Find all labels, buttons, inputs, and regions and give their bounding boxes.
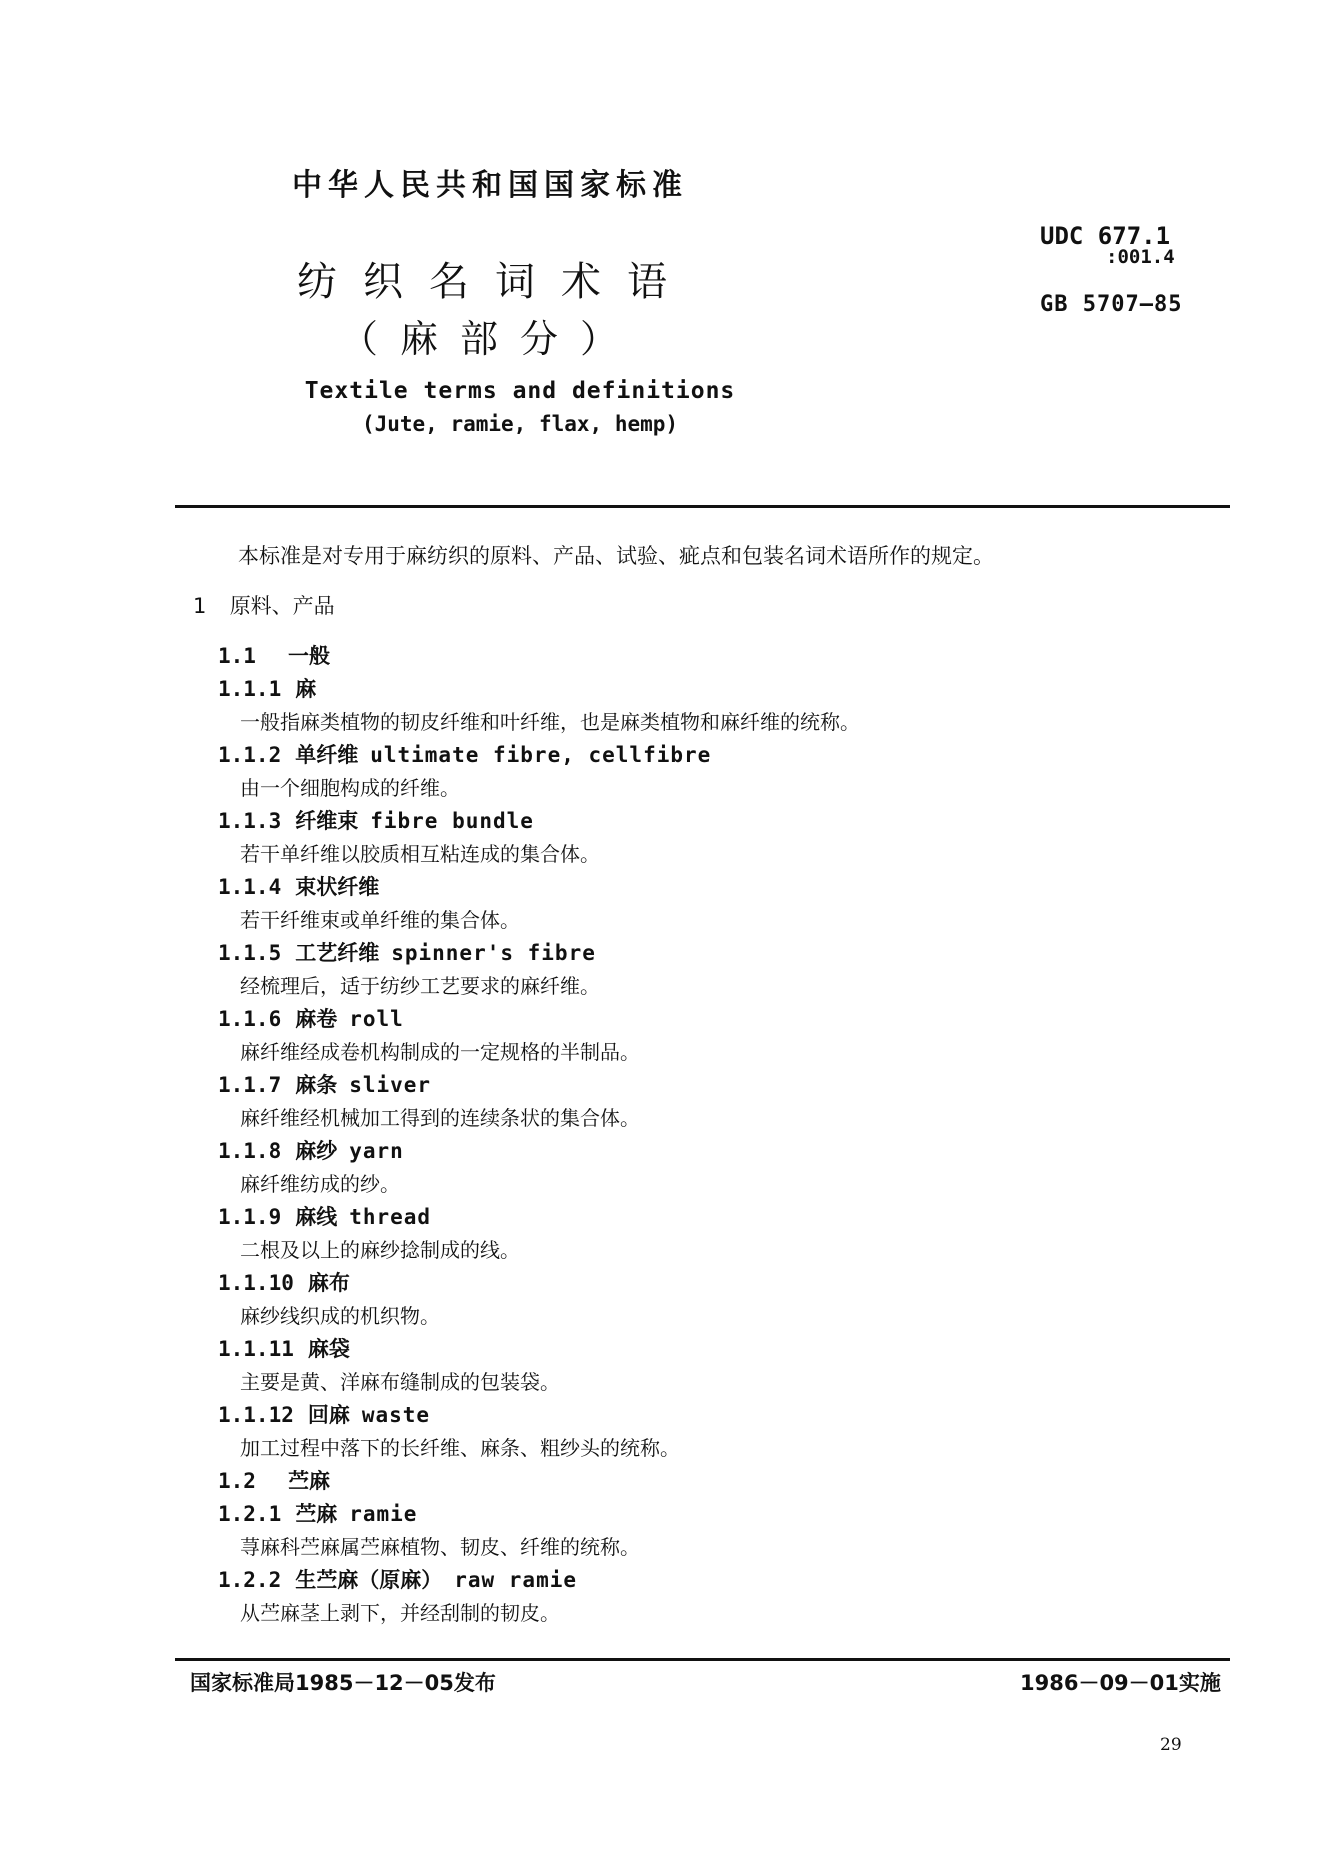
term-name: 回麻 [307, 1403, 350, 1427]
term-heading [218, 1003, 404, 1033]
page-number: 29 [1160, 1735, 1182, 1755]
term-name: 苎麻 [288, 1469, 330, 1493]
term-name: 麻 [295, 677, 317, 701]
term-english: raw ramie [454, 1568, 578, 1592]
title-english: Textile terms and definitions [304, 378, 736, 404]
section-heading [193, 590, 335, 620]
term-number: 1.2.1 [218, 1502, 282, 1526]
term-heading [218, 871, 391, 901]
term-heading [218, 805, 534, 835]
intro-paragraph: 本标准是对专用于麻纺织的原料、产品、试验、疵点和包装名词术语所作的规定。 [238, 544, 994, 568]
term-definition: 若干单纤维以胶质相互粘连成的集合体。 [240, 842, 600, 866]
term-name: 麻条 [295, 1073, 338, 1097]
term-definition: 从苎麻茎上剥下，并经刮制的韧皮。 [240, 1601, 560, 1625]
term-name: 麻卷 [295, 1007, 338, 1031]
term-heading [218, 1069, 431, 1099]
term-name: 麻线 [295, 1205, 338, 1229]
term-definition: 麻纤维纺成的纱。 [240, 1172, 400, 1196]
term-definition: 主要是黄、洋麻布缝制成的包装袋。 [240, 1370, 560, 1394]
term-definition: 麻纤维经机械加工得到的连续条状的集合体。 [240, 1106, 640, 1130]
term-heading [218, 1201, 431, 1231]
term-number: 1.1.11 [218, 1337, 294, 1361]
term-definition: 若干纤维束或单纤维的集合体。 [240, 908, 520, 932]
udc-line-1: UDC 677.1 [1040, 222, 1171, 250]
standard-heading: 中华人民共和国国家标准 [292, 168, 688, 203]
term-english: waste [361, 1403, 431, 1427]
term-definition: 麻纱线织成的机织物。 [240, 1304, 440, 1328]
term-heading [218, 937, 596, 967]
term-definition: 由一个细胞构成的纤维。 [240, 776, 460, 800]
term-number: 1.1.4 [218, 875, 282, 899]
term-definition: 一般指麻类植物的韧皮纤维和叶纤维，也是麻类植物和麻纤维的统称。 [240, 710, 860, 734]
term-number: 1.1 [218, 644, 256, 668]
subtitle-english: (Jute, ramie, flax, hemp) [361, 412, 679, 436]
term-english: yarn [349, 1139, 404, 1163]
top-divider [175, 505, 1230, 508]
term-definition: 经梳理后，适于纺纱工艺要求的麻纤维。 [240, 974, 600, 998]
term-heading [218, 673, 328, 703]
term-english: ramie [349, 1502, 418, 1526]
udc-line-2: :001.4 [1106, 246, 1175, 268]
term-number: 1.2 [218, 1469, 256, 1493]
term-english: roll [349, 1007, 404, 1031]
term-heading [218, 1465, 342, 1495]
title-chinese: 纺织名词术语 [297, 259, 693, 305]
term-number: 1.1.7 [218, 1073, 282, 1097]
term-definition: 加工过程中落下的长纤维、麻条、粗纱头的统称。 [240, 1436, 680, 1460]
term-english: sliver [349, 1073, 432, 1097]
term-definition: 二根及以上的麻纱捻制成的线。 [240, 1238, 520, 1262]
term-english: spinner's fibre [391, 941, 596, 965]
term-name: 单纤维 [295, 743, 359, 767]
term-heading [218, 1135, 404, 1165]
term-name: 工艺纤维 [295, 941, 380, 965]
term-number: 1.1.12 [218, 1403, 294, 1427]
bottom-divider [175, 1658, 1230, 1661]
term-name: 束状纤维 [295, 875, 380, 899]
term-heading [218, 739, 711, 769]
term-name: 一般 [288, 644, 330, 668]
term-english: fibre bundle [370, 809, 534, 833]
section-number: 1 [193, 594, 207, 618]
term-number: 1.1.5 [218, 941, 282, 965]
term-definition: 麻纤维经成卷机构制成的一定规格的半制品。 [240, 1040, 640, 1064]
term-heading [218, 1267, 362, 1297]
term-name: 麻袋 [307, 1337, 350, 1361]
term-number: 1.1.10 [218, 1271, 294, 1295]
term-number: 1.1.3 [218, 809, 282, 833]
udc-code [1040, 222, 1175, 268]
term-name: 苎麻 [295, 1502, 338, 1526]
term-name: 纤维束 [295, 809, 359, 833]
term-heading [218, 640, 342, 670]
gb-code: GB 5707—85 [1040, 292, 1183, 317]
term-number: 1.1.9 [218, 1205, 282, 1229]
subtitle-chinese: （麻部分） [339, 317, 640, 361]
term-heading [218, 1564, 577, 1594]
term-heading [218, 1399, 430, 1429]
term-number: 1.1.8 [218, 1139, 282, 1163]
term-heading [218, 1498, 417, 1528]
section-title: 原料、产品 [229, 594, 335, 618]
term-number: 1.1.2 [218, 743, 282, 767]
term-number: 1.1.6 [218, 1007, 282, 1031]
term-english: thread [349, 1205, 432, 1229]
term-name: 生苎麻（原麻） [295, 1568, 443, 1592]
term-number: 1.2.2 [218, 1568, 282, 1592]
term-definition: 荨麻科苎麻属苎麻植物、韧皮、纤维的统称。 [240, 1535, 640, 1559]
term-name: 麻纱 [295, 1139, 338, 1163]
issue-date: 国家标准局1985－12－05发布 [190, 1671, 496, 1695]
term-name: 麻布 [307, 1271, 350, 1295]
effective-date: 1986－09－01实施 [1020, 1671, 1221, 1695]
term-heading [218, 1333, 362, 1363]
term-english: ultimate fibre, cellfibre [370, 743, 712, 767]
term-number: 1.1.1 [218, 677, 282, 701]
